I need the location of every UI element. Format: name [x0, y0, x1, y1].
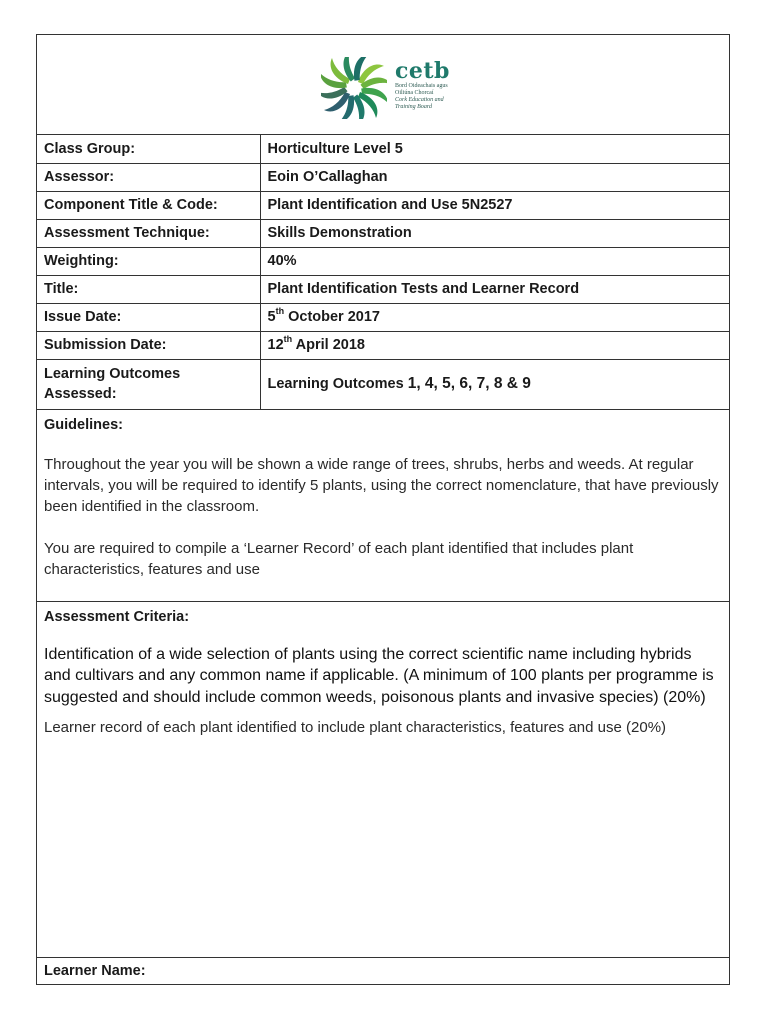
value-issue-date — [260, 303, 729, 331]
label-class-group: Class Group: — [37, 135, 260, 163]
logo-subtitle-irish-1: Bord Oideachais agus — [395, 83, 448, 89]
submission-date-rest: April 2018 — [292, 337, 365, 353]
guidelines-paragraph-2: You are required to compile a ‘Learner Record’ of each plant identified that includes plant characteristics, features and use — [44, 539, 634, 578]
cetb-logo — [321, 57, 450, 119]
issue-date-day: 5 — [267, 309, 276, 325]
logo-wordmark: cetb — [395, 58, 450, 84]
value-assessment-technique: Skills Demonstration — [260, 219, 729, 247]
criteria-paragraph-2: Learner record of each plant identified to include plant characteristics, features and use (20%) — [44, 719, 667, 736]
learner-name-label: Learner Name: — [44, 962, 146, 979]
issue-date-ordinal: th — [275, 306, 285, 317]
label-learning-outcomes — [37, 359, 260, 409]
value-class-group: Horticulture Level 5 — [260, 135, 729, 163]
row-issue-date — [37, 303, 729, 331]
value-component-title: Plant Identification and Use 5N2527 — [260, 191, 729, 219]
label-component-title: Component Title & Code: — [37, 191, 260, 219]
value-weighting: 40% — [260, 247, 729, 275]
value-submission-date — [260, 331, 729, 359]
submission-date-day: 12 — [267, 337, 284, 353]
label-learning-outcomes-line1: Learning Outcomes — [44, 366, 181, 382]
label-assessment-technique: Assessment Technique: — [37, 219, 260, 247]
row-title — [37, 275, 729, 303]
row-class-group — [37, 135, 729, 163]
row-submission-date — [37, 331, 729, 359]
guidelines-paragraph-1: Throughout the year you will be shown a wide range of trees, shrubs, herbs and weeds. At regular intervals, you will be required to identify 5 plants, using the correct nomenclature, that have previously been identified in the classroom. — [44, 455, 719, 515]
label-learning-outcomes-line2: Assessed: — [44, 386, 117, 402]
learning-outcomes-list: 1, 4, 5, 6, 7, 8 & 9 — [407, 375, 531, 392]
label-weighting: Weighting: — [37, 247, 260, 275]
value-assessor: Eoin O’Callaghan — [260, 163, 729, 191]
label-submission-date: Submission Date: — [37, 331, 260, 359]
logo-subtitle-english-2: Training Board — [395, 104, 432, 110]
header-logo-cell — [37, 35, 729, 135]
assessment-criteria-section — [37, 602, 729, 958]
label-issue-date: Issue Date: — [37, 303, 260, 331]
row-assessment-technique — [37, 219, 729, 247]
guidelines-section — [37, 410, 729, 602]
logo-subtitle-english-1: Cork Education and — [395, 97, 444, 103]
value-title: Plant Identification Tests and Learner Record — [260, 275, 729, 303]
submission-date-ordinal: th — [283, 334, 293, 345]
learning-outcomes-prefix: Learning Outcomes — [267, 376, 408, 392]
criteria-paragraph-1: Identification of a wide selection of plants using the correct scientific name including hybrids and cultivars and any common name if applicable. (A minimum of 100 plants per programme is suggested and should include common weeds, poisonous plants and invasive species) (20%) — [44, 645, 714, 706]
row-component-title — [37, 191, 729, 219]
row-assessor — [37, 163, 729, 191]
cetb-swirl-logo-icon — [321, 57, 387, 119]
label-assessor: Assessor: — [37, 163, 260, 191]
logo-subtitle-irish-2: Oiliúna Chorcaí — [395, 90, 434, 96]
assessment-brief-form — [36, 34, 730, 985]
row-weighting — [37, 247, 729, 275]
learner-name-row — [37, 958, 729, 984]
row-learning-outcomes — [37, 359, 729, 409]
issue-date-rest: October 2017 — [284, 309, 380, 325]
criteria-title: Assessment Criteria: — [44, 608, 190, 625]
label-title: Title: — [37, 275, 260, 303]
details-table — [37, 135, 729, 410]
guidelines-title: Guidelines: — [44, 416, 123, 433]
value-learning-outcomes — [260, 359, 729, 409]
